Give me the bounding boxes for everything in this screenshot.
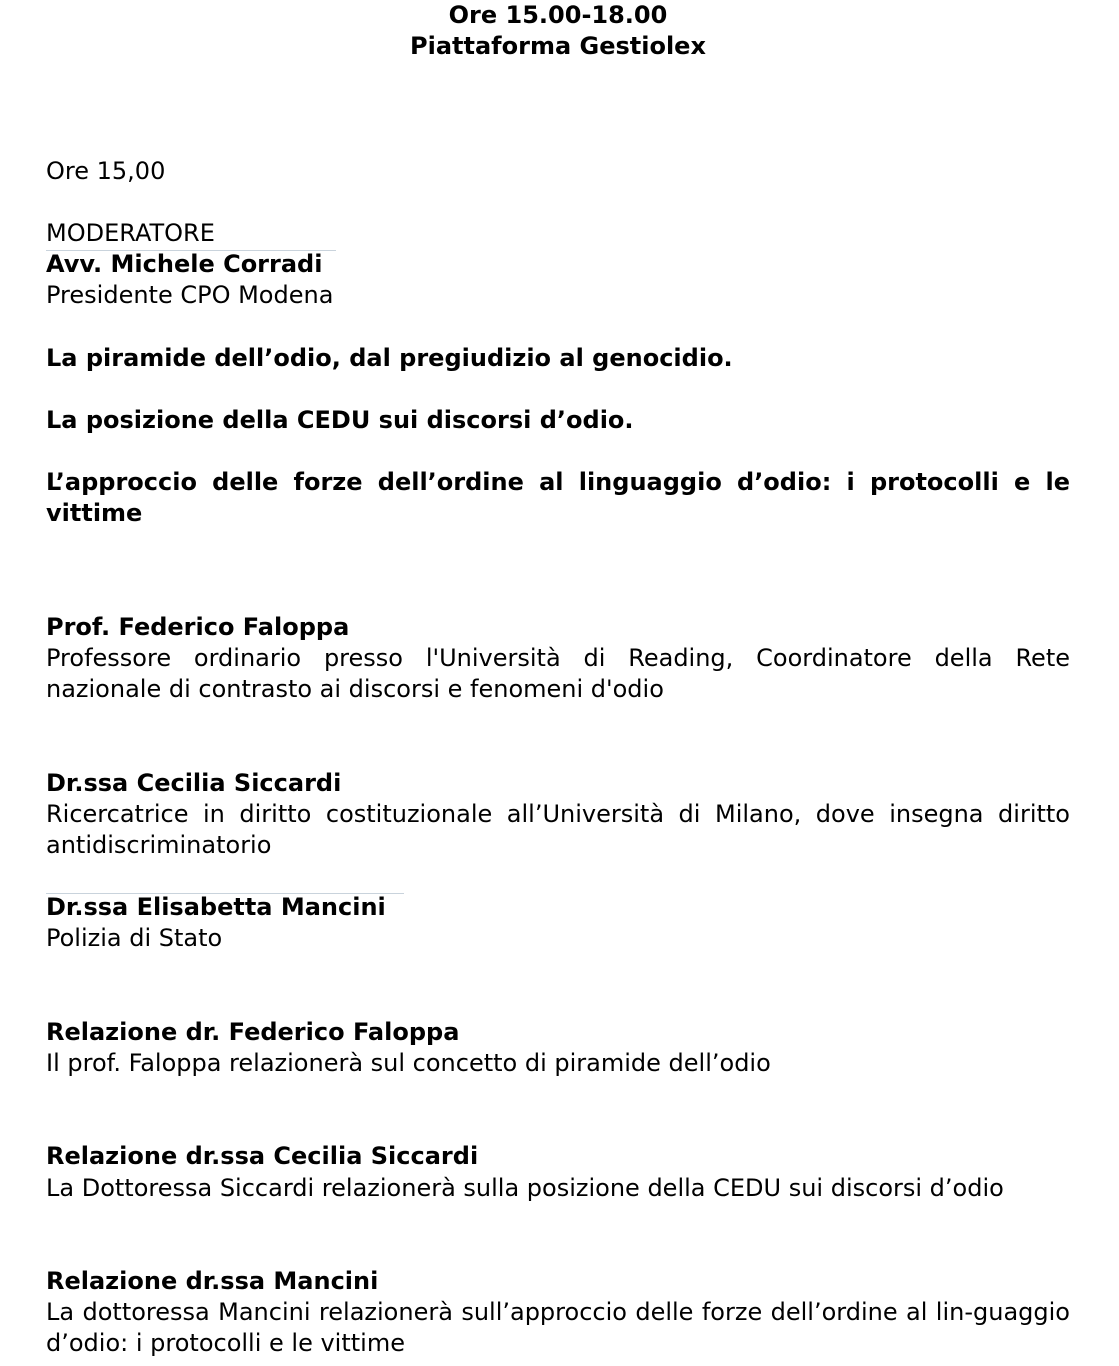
talk-title-siccardi: Relazione dr.ssa Cecilia Siccardi	[46, 1142, 479, 1170]
moderator-role: Presidente CPO Modena	[46, 281, 334, 309]
speaker-role-faloppa: Professore ordinario presso l'Università di Reading, Coordinatore della Rete nazionale di contrasto ai discorsi e fenomeni d'odio	[46, 644, 1070, 703]
talk-title-faloppa: Relazione dr. Federico Faloppa	[46, 1018, 460, 1046]
speaker-role-mancini: Polizia di Stato	[46, 924, 223, 952]
topic-2: La posizione della CEDU sui discorsi d’odio.	[46, 406, 634, 434]
topic-3: L’approccio delle forze dell’ordine al linguaggio d’odio: i protocolli e le vittime	[46, 468, 1070, 527]
session-start-time: Ore 15,00	[46, 157, 166, 185]
speaker-name-mancini: Dr.ssa Elisabetta Mancini	[46, 893, 386, 921]
header-platform: Piattaforma Gestiolex	[410, 32, 706, 60]
speaker-role-siccardi: Ricercatrice in diritto costituzionale all’Università di Milano, dove insegna diritto antidiscriminatorio	[46, 800, 1070, 859]
talk-description-mancini: La dottoressa Mancini relazionerà sull’approccio delle forze dell’ordine al lin-guaggio d’odio: i protocolli e le vittime	[46, 1298, 1070, 1357]
moderator-label: MODERATORE	[46, 219, 215, 247]
talk-description-faloppa: Il prof. Faloppa relazionerà sul concetto di piramide dell’odio	[46, 1049, 771, 1077]
speaker-name-faloppa: Prof. Federico Faloppa	[46, 613, 350, 641]
topic-1: La piramide dell’odio, dal pregiudizio al genocidio.	[46, 344, 733, 372]
header-time-range: Ore 15.00-18.00	[448, 1, 668, 29]
talk-description-siccardi: La Dottoressa Siccardi relazionerà sulla posizione della CEDU sui discorsi d’odio	[46, 1174, 1004, 1202]
moderator-name: Avv. Michele Corradi	[46, 250, 323, 278]
talk-title-mancini: Relazione dr.ssa Mancini	[46, 1267, 379, 1295]
speaker-name-siccardi: Dr.ssa Cecilia Siccardi	[46, 769, 342, 797]
